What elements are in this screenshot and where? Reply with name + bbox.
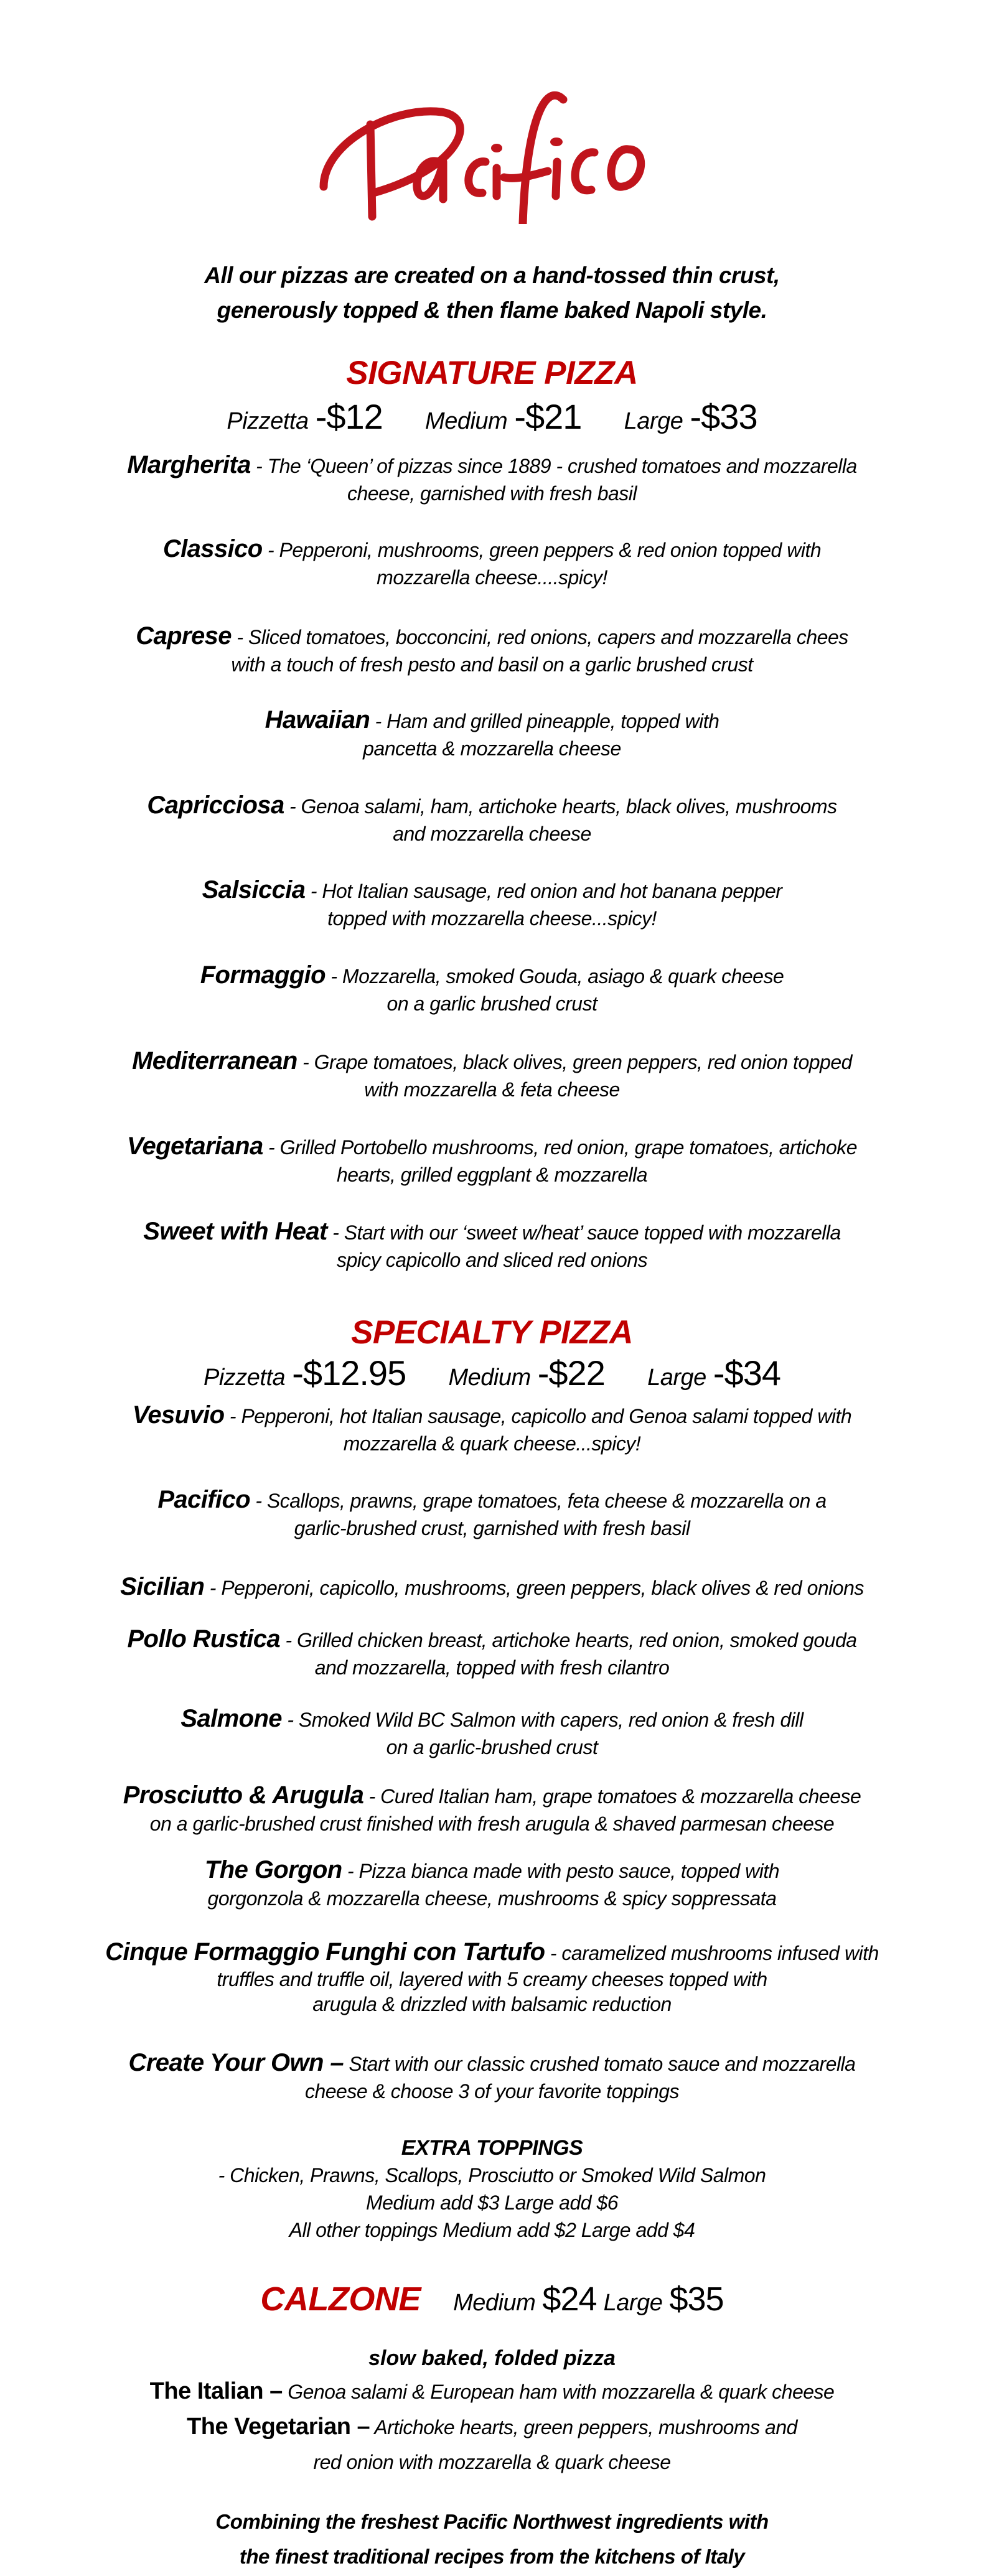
item-desc: pancetta & mozzarella cheese [363,737,621,760]
item-desc: on a garlic-brushed crust finished with fresh arugula & shaved parmesan cheese [149,1813,835,1835]
price-label: Medium [448,1365,531,1391]
item-name: Cinque Formaggio Funghi con Tartufo [105,1938,545,1966]
closing-line-2: the finest traditional recipes from the kitchens of Italy [239,2545,745,2568]
item-name: The Vegetarian – [187,2414,370,2440]
calzone-item-italian [0,2374,984,2409]
price-label: Pizzetta [203,1365,286,1391]
intro-line-1: All our pizzas are created on a hand-tossed thin crust, [204,263,780,288]
price-label: Medium [425,408,508,434]
item-desc: Genoa salami & European ham with mozzarella & quark cheese [282,2381,835,2403]
pacifico-logo [299,68,660,224]
item-desc: cheese & choose 3 of your favorite toppings [304,2080,680,2102]
calzone-header [0,2277,984,2325]
price-value: $24 [542,2280,597,2318]
item-desc: - Mozzarella, smoked Gouda, asiago & quark cheese [325,965,784,987]
closing-text [0,2504,984,2574]
menu-item-hawaiian [0,706,984,762]
item-desc: - Pepperoni, mushrooms, green peppers & red onion topped with [262,539,822,561]
menu-item-sicilian [0,1573,984,1602]
price-value: -$33 [690,397,757,436]
item-name: The Gorgon [204,1856,342,1883]
item-desc: Start with our classic crushed tomato sauce and mozzarella [344,2053,856,2075]
item-desc: with mozzarella & feta cheese [364,1078,620,1101]
extra-toppings-line: - Chicken, Prawns, Scallops, Prosciutto or Smoked Wild Salmon [218,2164,766,2186]
item-name: Formaggio [200,961,326,989]
item-name: Pacifico [157,1486,250,1513]
menu-item-salsiccia [0,876,984,932]
price-label: Medium [453,2290,536,2316]
item-desc: red onion with mozzarella & quark cheese [313,2451,671,2473]
item-desc: - Grilled chicken breast, artichoke hearts, red onion, smoked gouda [280,1629,857,1651]
item-desc: arugula & drizzled with balsamic reduction [312,1993,672,2015]
price-label: Large [624,408,683,434]
price-label: Pizzetta [227,408,309,434]
menu-item-formaggio [0,961,984,1017]
item-desc: on a garlic-brushed crust [386,1736,598,1758]
specialty-prices [0,1353,984,1398]
signature-prices [0,397,984,441]
item-desc: - Sliced tomatoes, bocconcini, red onions, capers and mozzarella chees [231,626,848,648]
intro-line-2: generously topped & then flame baked Napoli style. [217,297,767,323]
closing-line-1: Combining the freshest Pacific Northwest ingredients with [215,2510,769,2533]
item-desc: truffles and truffle oil, layered with 5 creamy cheeses topped with [217,1968,767,1990]
signature-title: SIGNATURE PIZZA [346,355,638,391]
item-desc: spicy capicollo and sliced red onions [336,1249,648,1271]
item-desc: topped with mozzarella cheese...spicy! [327,907,657,930]
item-name: Mediterranean [132,1047,298,1075]
menu-item-vegetariana [0,1132,984,1188]
item-desc: - Cured Italian ham, grape tomatoes & mozzarella cheese [363,1785,861,1808]
menu-item-vesuvio [0,1401,984,1457]
item-desc: mozzarella cheese....spicy! [377,566,607,589]
menu-item-the-gorgon [0,1856,984,1912]
item-desc: - Start with our ‘sweet w/heat’ sauce topped with mozzarella [327,1221,841,1244]
menu-item-margherita [0,451,984,507]
price-value: $35 [669,2280,724,2318]
item-desc: - Grilled Portobello mushrooms, red onion, grape tomatoes, artichoke [263,1136,858,1159]
specialty-title: SPECIALTY PIZZA [351,1314,633,1351]
extra-toppings-line: Medium add $3 Large add $6 [365,2191,619,2214]
item-desc: - The ‘Queen’ of pizzas since 1889 - crushed tomatoes and mozzarella [250,455,857,477]
price-value: -$21 [514,397,582,436]
extra-toppings-line: All other toppings Medium add $2 Large add $4 [289,2219,695,2241]
item-desc: - Smoked Wild BC Salmon with capers, red onion & fresh dill [281,1709,804,1731]
menu-item-caprese [0,622,984,678]
calzone-title: CALZONE [260,2280,421,2318]
item-name: Sweet with Heat [143,1218,327,1245]
item-desc: Artichoke hearts, green peppers, mushrooms and [370,2416,797,2438]
item-desc: on a garlic brushed crust [387,992,597,1015]
extra-toppings [0,2134,984,2244]
item-name: Hawaiian [265,706,370,734]
item-name: Vegetariana [126,1132,263,1160]
calzone-subtitle: slow baked, folded pizza [368,2346,616,2370]
item-name: Create Your Own – [128,2049,344,2076]
menu-item-pollo-rustica [0,1625,984,1681]
item-desc: - Ham and grilled pineapple, topped with [370,710,719,732]
menu-item-sweet-with-heat [0,1218,984,1274]
price-label: Large [647,1365,706,1391]
price-label: Large [603,2290,663,2316]
menu-item-cinque-formaggio [0,1938,984,2017]
item-desc: - Hot Italian sausage, red onion and hot banana pepper [305,880,782,902]
item-name: Pollo Rustica [127,1625,281,1653]
item-name: Caprese [136,622,232,650]
item-desc: - caramelized mushrooms infused with [545,1942,879,1964]
item-desc: hearts, grilled eggplant & mozzarella [336,1164,648,1186]
extra-toppings-title: EXTRA TOPPINGS [401,2136,583,2160]
item-name: Classico [162,535,263,562]
item-desc: - Grape tomatoes, black olives, green peppers, red onion topped [297,1051,852,1073]
item-name: Sicilian [120,1573,205,1600]
item-desc: - Genoa salami, ham, artichoke hearts, black olives, mushrooms [284,795,837,818]
menu-item-mediterranean [0,1047,984,1103]
menu-item-capricciosa [0,791,984,847]
menu-item-classico [0,535,984,591]
intro-text [0,258,984,328]
item-name: Margherita [127,451,251,478]
item-desc: - Scallops, prawns, grape tomatoes, feta cheese & mozzarella on a [250,1490,827,1512]
item-desc: - Pizza bianca made with pesto sauce, topped with [342,1860,780,1882]
item-name: Salmone [180,1705,282,1732]
price-value: -$12 [315,397,383,436]
item-desc: and mozzarella cheese [393,823,591,845]
item-name: Vesuvio [132,1401,225,1429]
item-desc: - Pepperoni, capicollo, mushrooms, green peppers, black olives & red onions [204,1577,864,1599]
item-desc: with a touch of fresh pesto and basil on a garlic brushed crust [231,653,753,676]
calzone-item-vegetarian [0,2409,984,2480]
item-name: Salsiccia [202,876,306,903]
price-value: -$22 [537,1353,605,1393]
item-name: Capricciosa [147,791,284,819]
menu-item-create-your-own [0,2049,984,2105]
item-name: The Italian – [149,2378,283,2404]
item-desc: cheese, garnished with fresh basil [347,482,637,505]
menu-item-prosciutto-arugula [0,1781,984,1837]
price-value: -$12.95 [292,1353,406,1393]
item-desc: mozzarella & quark cheese...spicy! [343,1432,641,1455]
price-value: -$34 [713,1353,781,1393]
menu-item-pacifico [0,1486,984,1542]
item-name: Prosciutto & Arugula [123,1781,364,1809]
item-desc: gorgonzola & mozzarella cheese, mushrooms & spicy soppressata [207,1887,777,1910]
item-desc: garlic-brushed crust, garnished with fresh basil [294,1517,690,1539]
menu-item-salmone [0,1705,984,1761]
item-desc: - Pepperoni, hot Italian sausage, capicollo and Genoa salami topped with [224,1405,852,1427]
item-desc: and mozzarella, topped with fresh cilantro [314,1656,670,1679]
